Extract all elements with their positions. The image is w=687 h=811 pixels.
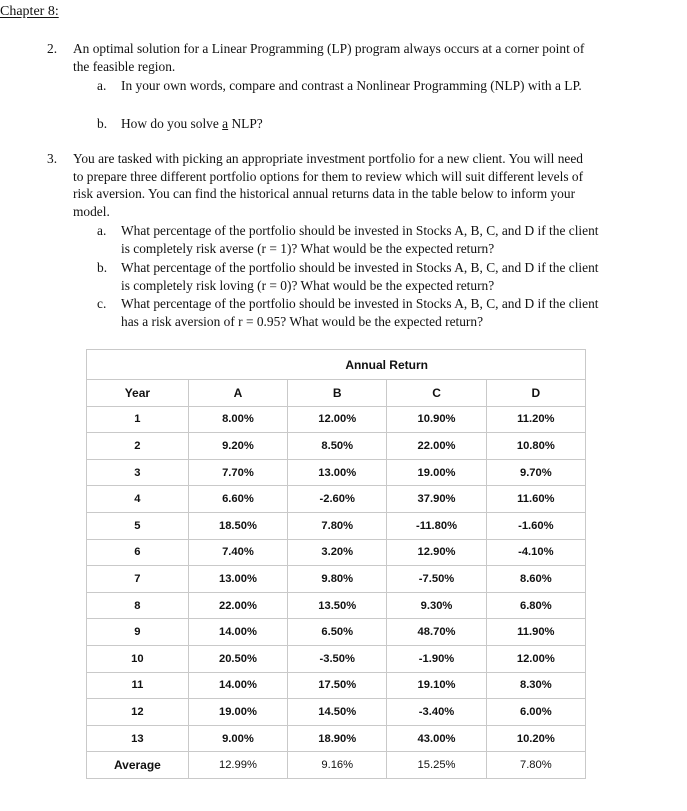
question-3c	[97, 295, 667, 330]
table-row	[87, 699, 586, 726]
row-value-cell-c: 19.00%	[387, 459, 486, 486]
row-value-cell-a: 13.00%	[188, 566, 287, 593]
row-year-cell: 7	[87, 566, 189, 593]
table-corner-cell	[87, 350, 189, 380]
row-value-cell-d: 12.00%	[486, 645, 585, 672]
row-value-cell-a: 22.00%	[188, 592, 287, 619]
row-value-cell-d: 8.60%	[486, 566, 585, 593]
row-value-cell-a: 19.00%	[188, 699, 287, 726]
question-3	[47, 150, 667, 220]
row-value-cell-d: 11.20%	[486, 406, 585, 433]
row-value-cell-a: 18.50%	[188, 512, 287, 539]
question-2a-label: a.	[97, 78, 107, 93]
table-row	[87, 433, 586, 460]
row-value-cell-a: 14.00%	[188, 672, 287, 699]
row-value-cell-d: 11.90%	[486, 619, 585, 646]
question-3c-line-1: What percentage of the portfolio should be invested in Stocks A, B, C, and D if the client	[121, 296, 599, 311]
row-value-cell-b: 17.50%	[288, 672, 387, 699]
question-3-line-3: risk aversion. You can find the historical annual returns data in the table below to inform your	[73, 186, 576, 202]
row-value-cell-b: -3.50%	[288, 645, 387, 672]
row-value-cell-d: 9.70%	[486, 459, 585, 486]
row-value-cell-b: 7.80%	[288, 512, 387, 539]
row-value-cell-b: 14.50%	[288, 699, 387, 726]
table-row	[87, 539, 586, 566]
row-value-cell-b: 6.50%	[288, 619, 387, 646]
question-2b-label: b.	[97, 116, 108, 131]
row-value-cell-c: 22.00%	[387, 433, 486, 460]
row-year-cell: 12	[87, 699, 189, 726]
row-value-cell-d: 11.60%	[486, 486, 585, 513]
row-value-cell-c: 9.30%	[387, 592, 486, 619]
row-value-cell-a: 9.20%	[188, 433, 287, 460]
column-header-a: A	[188, 380, 287, 407]
question-2-line-1: An optimal solution for a Linear Programming (LP) program always occurs at a corner point of	[73, 41, 585, 56]
question-2b-text	[121, 115, 657, 133]
table-row	[87, 406, 586, 433]
row-year-cell: 10	[87, 645, 189, 672]
table-row	[87, 566, 586, 593]
row-value-cell-a: 9.00%	[188, 725, 287, 752]
question-3-line-2: to prepare three different portfolio options for them to review which will suit different levels of	[73, 168, 584, 184]
row-value-cell-b: 13.00%	[288, 459, 387, 486]
average-c: 15.25%	[387, 752, 486, 779]
row-value-cell-d: -1.60%	[486, 512, 585, 539]
column-header-year: Year	[87, 380, 189, 407]
question-2-line-2: the feasible region.	[73, 58, 176, 74]
table-column-header-row	[87, 380, 586, 407]
row-value-cell-c: -1.90%	[387, 645, 486, 672]
row-year-cell: 6	[87, 539, 189, 566]
annual-return-header: Annual Return	[188, 350, 585, 380]
row-value-cell-c: 12.90%	[387, 539, 486, 566]
question-2-number: 2.	[47, 41, 58, 56]
row-value-cell-a: 6.60%	[188, 486, 287, 513]
row-value-cell-d: 6.00%	[486, 699, 585, 726]
average-b: 9.16%	[288, 752, 387, 779]
row-value-cell-a: 8.00%	[188, 406, 287, 433]
row-year-cell: 11	[87, 672, 189, 699]
question-2b	[97, 115, 657, 133]
row-value-cell-d: 6.80%	[486, 592, 585, 619]
row-value-cell-b: 18.90%	[288, 725, 387, 752]
row-value-cell-a: 7.40%	[188, 539, 287, 566]
row-value-cell-b: 3.20%	[288, 539, 387, 566]
row-value-cell-c: 37.90%	[387, 486, 486, 513]
row-value-cell-c: 43.00%	[387, 725, 486, 752]
question-3a-label: a.	[97, 223, 107, 238]
question-3a-line-1: What percentage of the portfolio should be invested in Stocks A, B, C, and D if the client	[121, 223, 599, 238]
row-value-cell-d: -4.10%	[486, 539, 585, 566]
question-3b-line-1: What percentage of the portfolio should be invested in Stocks A, B, C, and D if the client	[121, 260, 599, 275]
question-3a-line-2: is completely risk averse (r = 1)? What would be the expected return?	[121, 240, 495, 256]
average-d: 7.80%	[486, 752, 585, 779]
row-year-cell: 13	[87, 725, 189, 752]
row-value-cell-b: 13.50%	[288, 592, 387, 619]
table-row	[87, 725, 586, 752]
question-2	[47, 40, 667, 75]
question-2b-text-article: a	[222, 116, 229, 131]
row-value-cell-d: 8.30%	[486, 672, 585, 699]
question-3b	[97, 259, 667, 294]
column-header-c: C	[387, 380, 486, 407]
row-value-cell-b: 12.00%	[288, 406, 387, 433]
column-header-d: D	[486, 380, 585, 407]
row-year-cell: 8	[87, 592, 189, 619]
question-3-line-1: You are tasked with picking an appropriate investment portfolio for a new client. You will need	[73, 151, 583, 166]
column-header-b: B	[288, 380, 387, 407]
row-value-cell-c: -3.40%	[387, 699, 486, 726]
row-value-cell-a: 20.50%	[188, 645, 287, 672]
row-value-cell-c: 48.70%	[387, 619, 486, 646]
row-value-cell-c: -11.80%	[387, 512, 486, 539]
question-2a-text: In your own words, compare and contrast a Nonlinear Programming (NLP) with a LP.	[121, 78, 582, 93]
row-value-cell-a: 14.00%	[188, 619, 287, 646]
row-value-cell-a: 7.70%	[188, 459, 287, 486]
row-value-cell-c: 10.90%	[387, 406, 486, 433]
table-row	[87, 592, 586, 619]
question-2b-text-start: How do you solve	[121, 116, 223, 131]
question-2b-text-end: NLP?	[228, 116, 263, 131]
table-row	[87, 486, 586, 513]
row-year-cell: 1	[87, 406, 189, 433]
table-row	[87, 512, 586, 539]
table-body	[87, 406, 586, 752]
table-row	[87, 619, 586, 646]
row-value-cell-c: 19.10%	[387, 672, 486, 699]
table-row	[87, 459, 586, 486]
row-year-cell: 3	[87, 459, 189, 486]
table-row	[87, 672, 586, 699]
question-3c-label: c.	[97, 296, 107, 311]
question-3a	[97, 222, 667, 257]
average-row	[87, 752, 586, 779]
question-3-line-4: model.	[73, 203, 110, 219]
row-value-cell-b: -2.60%	[288, 486, 387, 513]
row-year-cell: 2	[87, 433, 189, 460]
row-year-cell: 9	[87, 619, 189, 646]
average-label: Average	[87, 752, 189, 779]
table-row	[87, 645, 586, 672]
question-3b-label: b.	[97, 260, 108, 275]
question-2a	[97, 77, 657, 95]
average-a: 12.99%	[188, 752, 287, 779]
row-year-cell: 5	[87, 512, 189, 539]
question-3-number: 3.	[47, 151, 58, 166]
row-year-cell: 4	[87, 486, 189, 513]
row-value-cell-b: 8.50%	[288, 433, 387, 460]
chapter-heading: Chapter 8:	[0, 4, 59, 19]
question-3b-line-2: is completely risk loving (r = 0)? What would be the expected return?	[121, 277, 495, 293]
row-value-cell-d: 10.80%	[486, 433, 585, 460]
table-group-header-row	[87, 350, 586, 380]
question-3c-line-2: has a risk aversion of r = 0.95? What would be the expected return?	[121, 313, 484, 329]
row-value-cell-c: -7.50%	[387, 566, 486, 593]
row-value-cell-d: 10.20%	[486, 725, 585, 752]
row-value-cell-b: 9.80%	[288, 566, 387, 593]
annual-return-table	[86, 349, 586, 779]
